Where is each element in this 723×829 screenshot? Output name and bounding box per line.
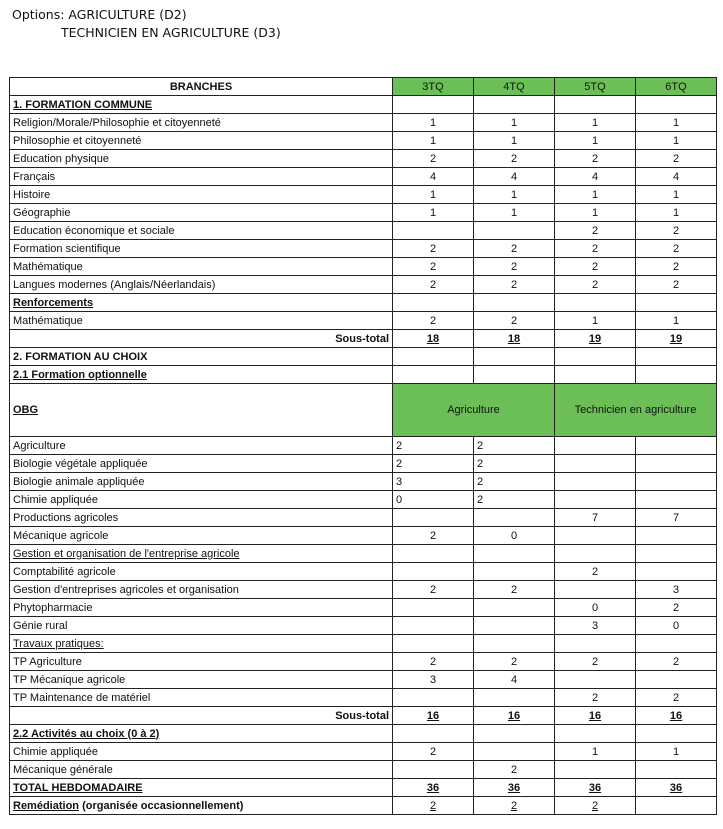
total-label: TOTAL HEBDOMADAIRE (10, 779, 393, 797)
table-row (10, 599, 717, 617)
subtotal-cell: 19 (636, 330, 717, 348)
empty-cell (636, 366, 717, 384)
branch-label: Géographie (10, 204, 393, 222)
hours-cell: 2 (555, 653, 636, 671)
section-row (10, 635, 717, 653)
hours-cell (636, 761, 717, 779)
branch-label: Mécanique générale (10, 761, 393, 779)
hours-cell: 2 (474, 312, 555, 330)
timetable-grid (9, 77, 717, 815)
hours-cell (636, 437, 717, 455)
hours-cell: 4 (555, 168, 636, 186)
table-row (10, 653, 717, 671)
subtotal-cell: 19 (555, 330, 636, 348)
technicien-group-header: Technicien en agriculture (555, 384, 717, 437)
remediation-cell: 2 (393, 797, 474, 815)
hours-cell: 2 (636, 150, 717, 168)
empty-cell (474, 366, 555, 384)
branch-label: Formation scientifique (10, 240, 393, 258)
empty-cell (474, 545, 555, 563)
branch-label: Mécanique agricole (10, 527, 393, 545)
table-row (10, 473, 717, 491)
branch-label: Chimie appliquée (10, 491, 393, 509)
year-header: 3TQ (393, 78, 474, 96)
table-row (10, 240, 717, 258)
hours-cell: 1 (393, 204, 474, 222)
table-row (10, 455, 717, 473)
hours-cell: 2 (636, 276, 717, 294)
hours-cell (474, 689, 555, 707)
options-line-1: Options: AGRICULTURE (D2) (12, 7, 187, 22)
hours-cell: 2 (555, 276, 636, 294)
hours-cell (393, 761, 474, 779)
hours-cell: 1 (555, 743, 636, 761)
total-row (10, 779, 717, 797)
total-cell: 36 (474, 779, 555, 797)
branch-label: TP Maintenance de matériel (10, 689, 393, 707)
empty-cell (555, 725, 636, 743)
table-row (10, 509, 717, 527)
subtotal-label: Sous-total (10, 330, 393, 348)
hours-cell: 1 (393, 132, 474, 150)
hours-cell: 2 (474, 491, 555, 509)
section-label: Renforcements (10, 294, 393, 312)
hours-cell: 2 (474, 150, 555, 168)
hours-cell: 2 (555, 222, 636, 240)
hours-cell: 1 (636, 204, 717, 222)
timetable-body (10, 78, 717, 815)
hours-cell: 2 (393, 581, 474, 599)
table-row (10, 761, 717, 779)
section-label: Travaux pratiques: (10, 635, 393, 653)
hours-cell: 1 (474, 204, 555, 222)
hours-cell: 1 (555, 204, 636, 222)
hours-cell: 4 (474, 671, 555, 689)
branch-label: Français (10, 168, 393, 186)
hours-cell: 2 (474, 473, 555, 491)
hours-cell (636, 527, 717, 545)
hours-cell: 4 (474, 168, 555, 186)
hours-cell: 2 (393, 653, 474, 671)
year-header: 6TQ (636, 78, 717, 96)
hours-cell (474, 509, 555, 527)
hours-cell: 2 (555, 689, 636, 707)
hours-cell: 2 (393, 240, 474, 258)
subtotal-label: Sous-total (10, 707, 393, 725)
branch-label: Mathématique (10, 312, 393, 330)
hours-cell: 2 (393, 437, 474, 455)
hours-cell (474, 617, 555, 635)
agriculture-group-header: Agriculture (393, 384, 555, 437)
empty-cell (393, 545, 474, 563)
branch-label: Langues modernes (Anglais/Néerlandais) (10, 276, 393, 294)
hours-cell: 3 (393, 473, 474, 491)
hours-cell: 1 (555, 186, 636, 204)
remediation-word: Remédiation (13, 799, 80, 812)
empty-cell (393, 96, 474, 114)
branch-label: Philosophie et citoyenneté (10, 132, 393, 150)
year-header: 5TQ (555, 78, 636, 96)
section-row (10, 294, 717, 312)
empty-cell (474, 725, 555, 743)
table-row (10, 186, 717, 204)
section-row (10, 545, 717, 563)
hours-cell: 0 (636, 617, 717, 635)
hours-cell: 2 (393, 276, 474, 294)
branch-label: TP Agriculture (10, 653, 393, 671)
obg-header-row (10, 384, 717, 437)
subtotal-cell: 16 (474, 707, 555, 725)
remediation-label (10, 797, 393, 815)
branches-header: BRANCHES (10, 78, 393, 96)
empty-cell (636, 635, 717, 653)
table-row (10, 527, 717, 545)
hours-cell (555, 491, 636, 509)
branch-label: Histoire (10, 186, 393, 204)
hours-cell (555, 761, 636, 779)
table-row (10, 437, 717, 455)
empty-cell (474, 96, 555, 114)
table-row (10, 563, 717, 581)
table-row (10, 204, 717, 222)
empty-cell (393, 635, 474, 653)
empty-cell (636, 96, 717, 114)
hours-cell: 4 (636, 168, 717, 186)
hours-cell: 1 (393, 114, 474, 132)
options-line-2: TECHNICIEN EN AGRICULTURE (D3) (61, 25, 281, 40)
table-row (10, 150, 717, 168)
hours-cell (636, 473, 717, 491)
hours-cell: 2 (393, 150, 474, 168)
section-row (10, 348, 717, 366)
branch-label: Comptabilité agricole (10, 563, 393, 581)
total-cell: 36 (393, 779, 474, 797)
empty-cell (636, 348, 717, 366)
branch-label: Mathématique (10, 258, 393, 276)
table-row (10, 689, 717, 707)
subtotal-cell: 16 (393, 707, 474, 725)
section-row (10, 96, 717, 114)
hours-cell (636, 491, 717, 509)
empty-cell (474, 635, 555, 653)
table-row (10, 222, 717, 240)
table-row (10, 581, 717, 599)
hours-cell (636, 563, 717, 581)
section-label: 2. FORMATION AU CHOIX (10, 348, 393, 366)
table-row (10, 671, 717, 689)
hours-cell (393, 509, 474, 527)
table-row (10, 132, 717, 150)
hours-cell (393, 599, 474, 617)
table-row (10, 617, 717, 635)
empty-cell (636, 545, 717, 563)
hours-cell: 2 (393, 455, 474, 473)
hours-cell: 2 (474, 437, 555, 455)
hours-cell: 0 (474, 527, 555, 545)
hours-cell: 2 (393, 258, 474, 276)
hours-cell (474, 743, 555, 761)
branch-label: Gestion d'entreprises agricoles et organisation (10, 581, 393, 599)
hours-cell: 1 (393, 186, 474, 204)
remediation-note: (organisée occasionnellement) (79, 799, 244, 812)
obg-label: OBG (10, 384, 393, 437)
hours-cell: 7 (636, 509, 717, 527)
empty-cell (393, 725, 474, 743)
hours-cell: 2 (393, 527, 474, 545)
section-label: 1. FORMATION COMMUNE (10, 96, 393, 114)
hours-cell: 2 (393, 312, 474, 330)
hours-cell (555, 437, 636, 455)
empty-cell (393, 348, 474, 366)
hours-cell (555, 527, 636, 545)
hours-cell: 2 (474, 258, 555, 276)
hours-cell: 1 (474, 114, 555, 132)
subtotal-row (10, 707, 717, 725)
hours-cell: 4 (393, 168, 474, 186)
section-row (10, 366, 717, 384)
hours-cell: 2 (636, 222, 717, 240)
hours-cell (555, 473, 636, 491)
hours-cell: 1 (474, 132, 555, 150)
hours-cell (474, 599, 555, 617)
hours-cell: 0 (393, 491, 474, 509)
branch-label: Education économique et sociale (10, 222, 393, 240)
table-row (10, 743, 717, 761)
branch-label: TP Mécanique agricole (10, 671, 393, 689)
empty-cell (555, 96, 636, 114)
branch-label: Education physique (10, 150, 393, 168)
hours-cell (636, 455, 717, 473)
empty-cell (555, 635, 636, 653)
hours-cell (555, 581, 636, 599)
table-row (10, 114, 717, 132)
hours-cell (393, 222, 474, 240)
options-header (12, 6, 281, 42)
branch-label: Productions agricoles (10, 509, 393, 527)
total-cell: 36 (636, 779, 717, 797)
hours-cell: 2 (474, 761, 555, 779)
empty-cell (555, 545, 636, 563)
hours-cell: 2 (393, 743, 474, 761)
hours-cell (636, 671, 717, 689)
total-cell: 36 (555, 779, 636, 797)
section-row (10, 725, 717, 743)
hours-cell (555, 671, 636, 689)
hours-cell: 2 (636, 240, 717, 258)
remediation-cell: 2 (474, 797, 555, 815)
header-row (10, 78, 717, 96)
table-row (10, 491, 717, 509)
branch-label: Agriculture (10, 437, 393, 455)
remediation-cell (636, 797, 717, 815)
hours-cell: 2 (555, 240, 636, 258)
branch-label: Génie rural (10, 617, 393, 635)
hours-cell: 2 (474, 276, 555, 294)
hours-cell: 2 (474, 653, 555, 671)
hours-cell: 3 (555, 617, 636, 635)
section-label: Gestion et organisation de l'entreprise agricole (10, 545, 393, 563)
section-label: 2.1 Formation optionnelle (10, 366, 393, 384)
empty-cell (393, 294, 474, 312)
subtotal-cell: 18 (474, 330, 555, 348)
empty-cell (636, 725, 717, 743)
hours-cell: 1 (555, 312, 636, 330)
branch-label: Religion/Morale/Philosophie et citoyenneté (10, 114, 393, 132)
hours-cell: 1 (636, 114, 717, 132)
hours-cell: 0 (555, 599, 636, 617)
hours-cell (474, 563, 555, 581)
hours-cell: 2 (636, 258, 717, 276)
branch-label: Chimie appliquée (10, 743, 393, 761)
hours-cell: 1 (555, 132, 636, 150)
hours-cell: 1 (636, 132, 717, 150)
hours-cell: 1 (636, 312, 717, 330)
hours-cell: 2 (474, 581, 555, 599)
hours-cell: 1 (474, 186, 555, 204)
table-row (10, 312, 717, 330)
hours-cell: 2 (636, 689, 717, 707)
table-row (10, 276, 717, 294)
hours-cell (393, 689, 474, 707)
subtotal-cell: 16 (636, 707, 717, 725)
hours-cell (393, 617, 474, 635)
hours-cell: 2 (636, 653, 717, 671)
subtotal-cell: 18 (393, 330, 474, 348)
empty-cell (555, 366, 636, 384)
subtotal-cell: 16 (555, 707, 636, 725)
table-row (10, 258, 717, 276)
hours-cell: 1 (636, 743, 717, 761)
empty-cell (474, 294, 555, 312)
year-header: 4TQ (474, 78, 555, 96)
branch-label: Biologie animale appliquée (10, 473, 393, 491)
branch-label: Phytopharmacie (10, 599, 393, 617)
hours-cell: 2 (636, 599, 717, 617)
hours-cell: 2 (474, 240, 555, 258)
remediation-cell: 2 (555, 797, 636, 815)
hours-cell: 3 (636, 581, 717, 599)
hours-cell: 1 (555, 114, 636, 132)
hours-cell (393, 563, 474, 581)
section-label: 2.2 Activités au choix (0 à 2) (10, 725, 393, 743)
hours-cell: 7 (555, 509, 636, 527)
empty-cell (393, 366, 474, 384)
subtotal-row (10, 330, 717, 348)
hours-cell (555, 455, 636, 473)
remediation-row (10, 797, 717, 815)
hours-cell: 1 (636, 186, 717, 204)
empty-cell (555, 348, 636, 366)
hours-cell: 2 (555, 258, 636, 276)
table-row (10, 168, 717, 186)
branch-label: Biologie végétale appliquée (10, 455, 393, 473)
empty-cell (555, 294, 636, 312)
empty-cell (636, 294, 717, 312)
hours-cell: 2 (474, 455, 555, 473)
hours-cell: 3 (393, 671, 474, 689)
hours-cell: 2 (555, 150, 636, 168)
empty-cell (474, 348, 555, 366)
hours-cell (474, 222, 555, 240)
hours-cell: 2 (555, 563, 636, 581)
